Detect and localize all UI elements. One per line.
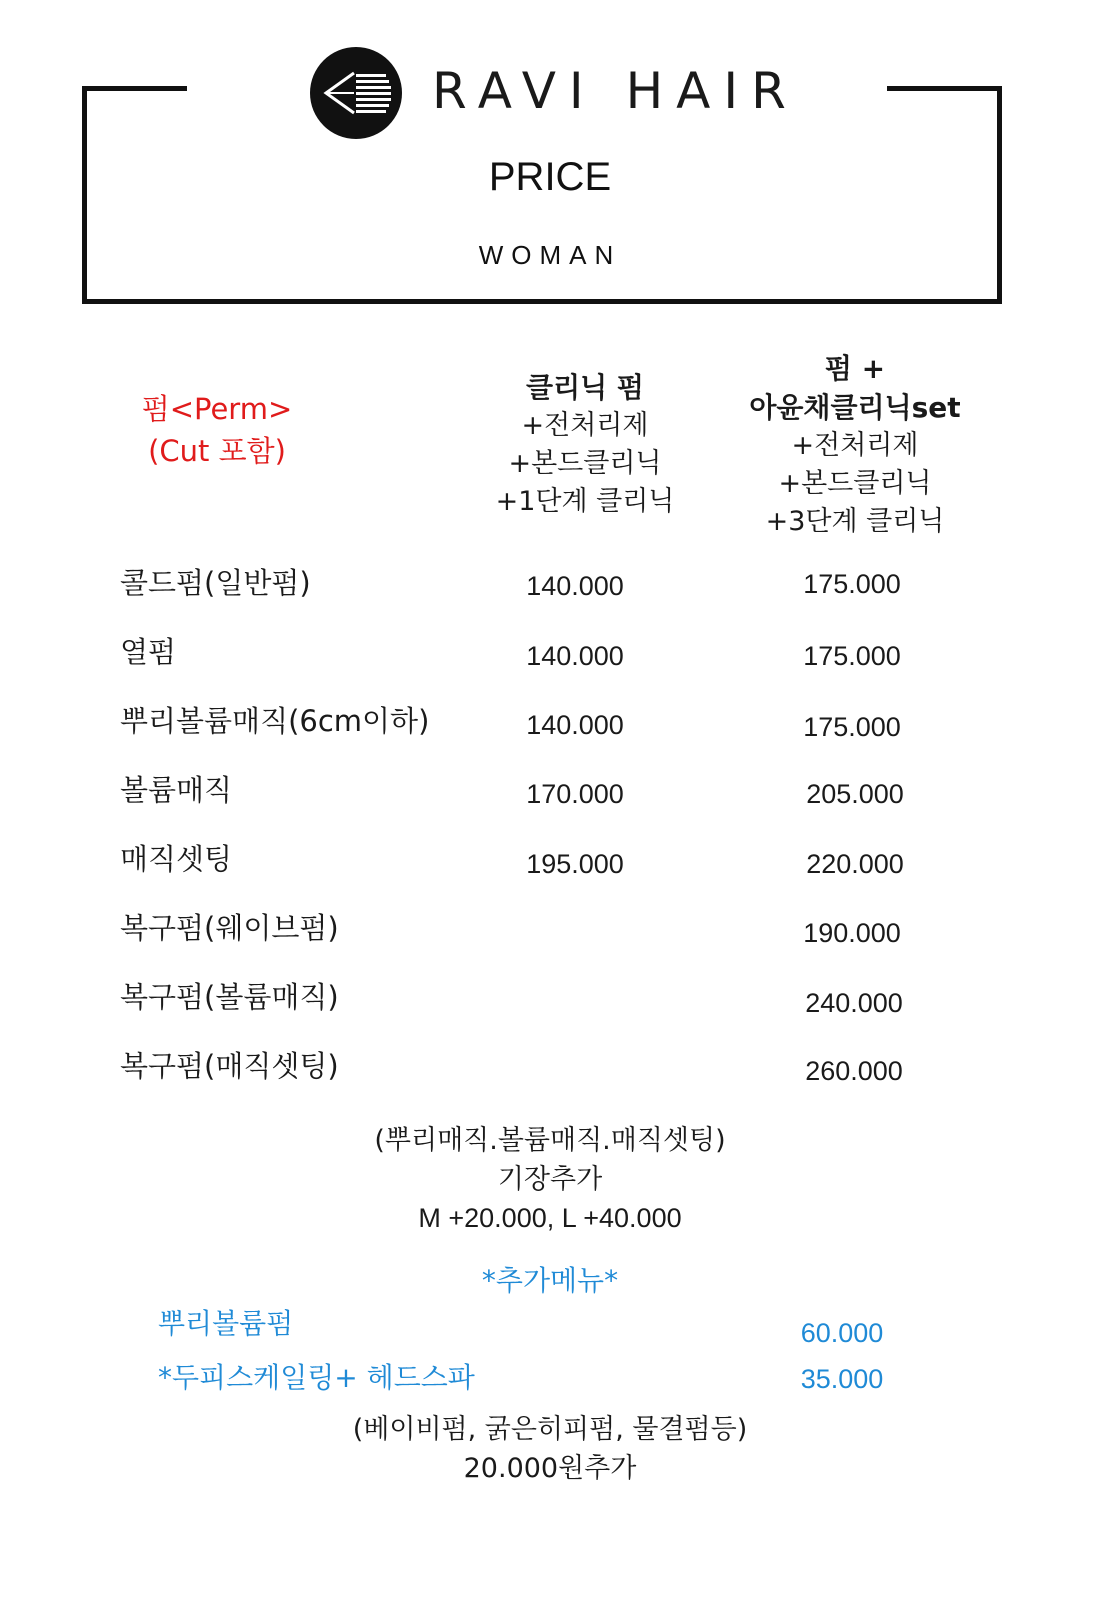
brand-name: RAVI HAIR	[432, 62, 799, 120]
page-subtitle: WOMAN	[478, 240, 622, 270]
column-title: 클리닉 펌	[526, 371, 644, 404]
row-price-2: 175.000	[803, 712, 901, 742]
column-line: +전처리제	[791, 430, 919, 462]
row-name: 매직셋팅	[120, 842, 233, 876]
row-price-1: 170.000	[526, 779, 624, 809]
row-price-2: 220.000	[806, 849, 904, 879]
addon-menu-title: *추가메뉴*	[481, 1264, 619, 1297]
addon-item-price: 35.000	[800, 1364, 884, 1394]
row-price-2: 175.000	[803, 569, 901, 599]
header-frame-bottom	[82, 299, 1002, 304]
column-line: +전처리제	[521, 410, 649, 442]
category-label	[117, 388, 317, 472]
column-title: 아윤채클리닉set	[749, 391, 961, 425]
row-name: 복구펌(볼륨매직)	[120, 980, 339, 1014]
column-line: +본드클리닉	[778, 468, 932, 500]
row-price-2: 175.000	[803, 641, 901, 671]
category-label-line1: 펌<Perm>	[141, 392, 293, 426]
row-name: 콜드펌(일반펌)	[120, 566, 311, 600]
column-line: +1단계 클리닉	[495, 485, 675, 517]
column-line: +본드클리닉	[508, 447, 662, 479]
scissors-logo-icon	[310, 47, 402, 139]
note-line: 기장추가	[497, 1164, 603, 1196]
row-price-1: 140.000	[526, 710, 624, 740]
category-label-line2: (Cut 포함)	[148, 434, 286, 469]
bottom-surcharge-note	[0, 1410, 1100, 1488]
header-frame-top-right	[887, 86, 1002, 91]
row-price-1: 140.000	[526, 641, 624, 671]
note-line: 20.000원추가	[463, 1453, 637, 1485]
row-name: 복구펌(매직셋팅)	[120, 1049, 339, 1083]
column-line: +3단계 클리닉	[765, 505, 945, 537]
header-frame-top-left	[82, 86, 187, 91]
row-name: 볼륨매직	[120, 773, 233, 807]
row-name: 복구펌(웨이브펌)	[120, 911, 339, 945]
row-name: 열펌	[120, 635, 177, 669]
row-price-2: 240.000	[805, 988, 903, 1018]
note-line: (뿌리매직.볼륨매직.매직셋팅)	[374, 1125, 726, 1156]
addon-item-name: *두피스케일링+ 헤드스파	[158, 1361, 475, 1394]
note-line: M +20.000, L +40.000	[418, 1203, 682, 1234]
column-header-perm-set	[715, 349, 995, 541]
row-name: 뿌리볼륨매직(6cm이하)	[120, 704, 430, 738]
row-price-2: 205.000	[806, 779, 904, 809]
note-line: (베이비펌, 굵은히피펌, 물결펌등)	[352, 1414, 748, 1445]
page-title: PRICE	[488, 155, 612, 199]
addon-item-name: 뿌리볼륨펌	[158, 1307, 294, 1340]
row-price-2: 260.000	[805, 1056, 903, 1086]
row-price-2: 190.000	[803, 918, 901, 948]
length-surcharge-note	[0, 1121, 1100, 1238]
addon-item-price: 60.000	[800, 1318, 884, 1348]
column-title: 펌 +	[824, 352, 886, 385]
row-price-1: 140.000	[526, 571, 624, 601]
column-header-clinic-perm	[470, 368, 700, 521]
row-price-1: 195.000	[526, 849, 624, 879]
